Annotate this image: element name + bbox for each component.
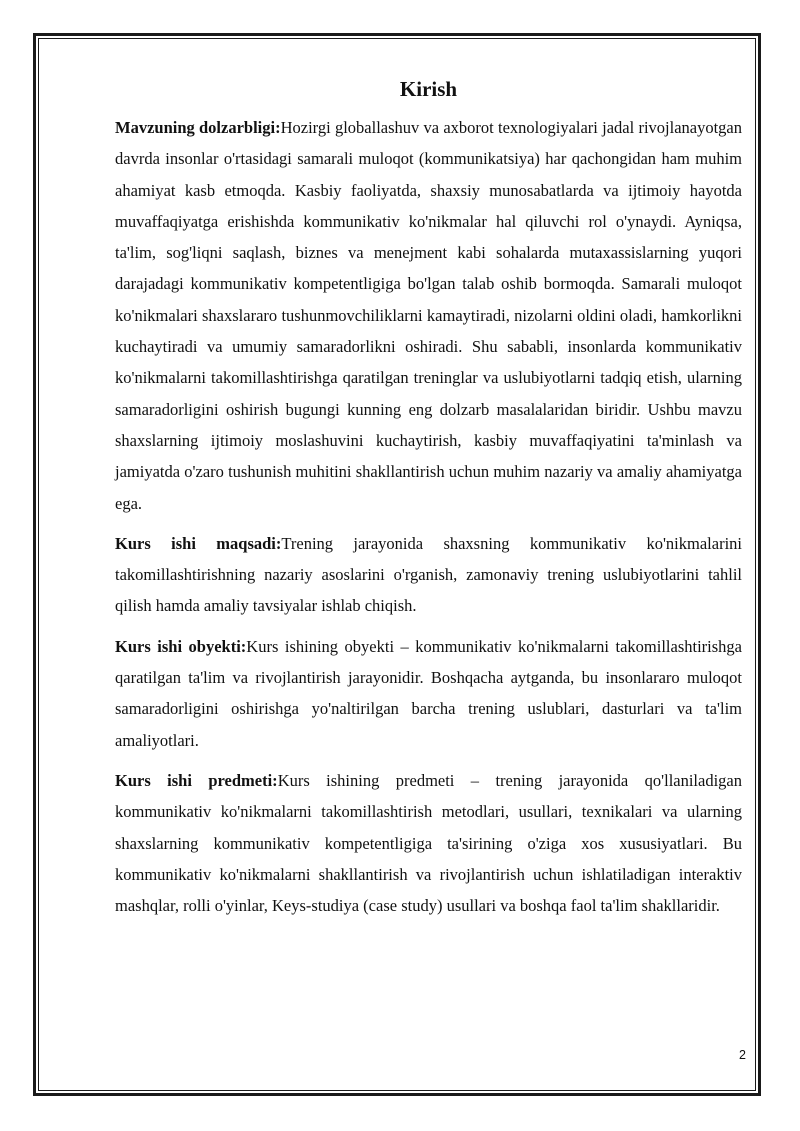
section-goal-label: Kurs ishi maqsadi: <box>115 533 282 553</box>
section-relevance-text: Hozirgi globallashuv va axborot texnologiyalari jadal rivojlanayotgan davrda insonlar o'rtasidagi samarali muloqot (kommunikatsiya) har qachongidan ham muhim ahamiyat kasb etmoqda. Kasbiy faoliyatda, shaxsiy munosabatlarda va ijtimoiy hayotda muvaffaqiyatga erishishda kommunikativ ko'nikmalar hal qiluvchi rol o'ynaydi. Ayniqsa, ta'lim, sog'liqni saqlash, biznes va menejment kabi sohalarda mutaxassislarning yuqori darajadagi kommunikativ kompetentligiga bo'lgan talab oshib bormoqda. Samarali muloqot ko'nikmalari shaxslararo tushunmovchiliklarni kamaytiradi, nizolarni oldini oladi, hamkorlikni kuchaytiradi va umumiy samaradorlikni oshiradi. Shu sababli, insonlarda kommunikativ ko'nikmalarni takomillashtirishga qaratilgan treninglar va uslubiyotlarni tadqiq etish, ularning samaradorligini oshirish bugungi kunning eng dolzarb masalalaridan biridir. Ushbu mavzu shaxslarning ijtimoiy moslashuvini kuchaytirish, kasbiy muvaffaqiyatini ta'minlash va jamiyatda o'zaro tushunish muhitini shakllantirish uchun muhim nazariy va amaliy ahamiyatga ega. <box>115 118 742 513</box>
section-object-text: Kurs ishining obyekti – kommunikativ ko'nikmalarni takomillashtirishga qaratilgan ta'lim va rivojlantirish jarayonidir. Boshqacha aytganda, bu insonlararo muloqot samaradorligini oshirishga yo'naltirilgan barcha trening uslublari, dasturlari va ta'lim amaliyotlari. <box>115 636 742 750</box>
section-subject-label: Kurs ishi predmeti: <box>115 770 278 790</box>
section-goal <box>115 528 742 622</box>
document-body <box>115 74 742 930</box>
section-goal-text: Trening jarayonida shaxsning kommunikativ ko'nikmalarini takomillashtirishning nazariy asoslarini o'rganish, zamonaviy trening uslubiyotlarini tahlil qilish hamda amaliy tavsiyalar ishlab chiqish. <box>115 533 742 616</box>
section-subject <box>115 765 742 921</box>
section-subject-text: Kurs ishining predmeti – trening jarayonida qo'llaniladigan kommunikativ ko'nikmalarni takomillashtirish metodlari, usullari, texnikalari va ularning shaxslarning kommunikativ kompetentligiga ta'sirining o'ziga xos xususiyatlari. Bu kommunikativ ko'nikmalarni shakllantirish va rivojlantirish uchun ishlatiladigan interaktiv mashqlar, rolli o'yinlar, Keys-studiya (case study) usullari va boshqa faol ta'lim shakllaridir. <box>115 770 742 916</box>
page-number: 2 <box>739 1048 746 1062</box>
section-relevance <box>115 112 742 519</box>
section-object <box>115 631 742 756</box>
section-relevance-label: Mavzuning dolzarbligi: <box>115 118 281 137</box>
document-title: Kirish <box>399 77 458 101</box>
section-object-label: Kurs ishi obyekti: <box>115 636 247 656</box>
